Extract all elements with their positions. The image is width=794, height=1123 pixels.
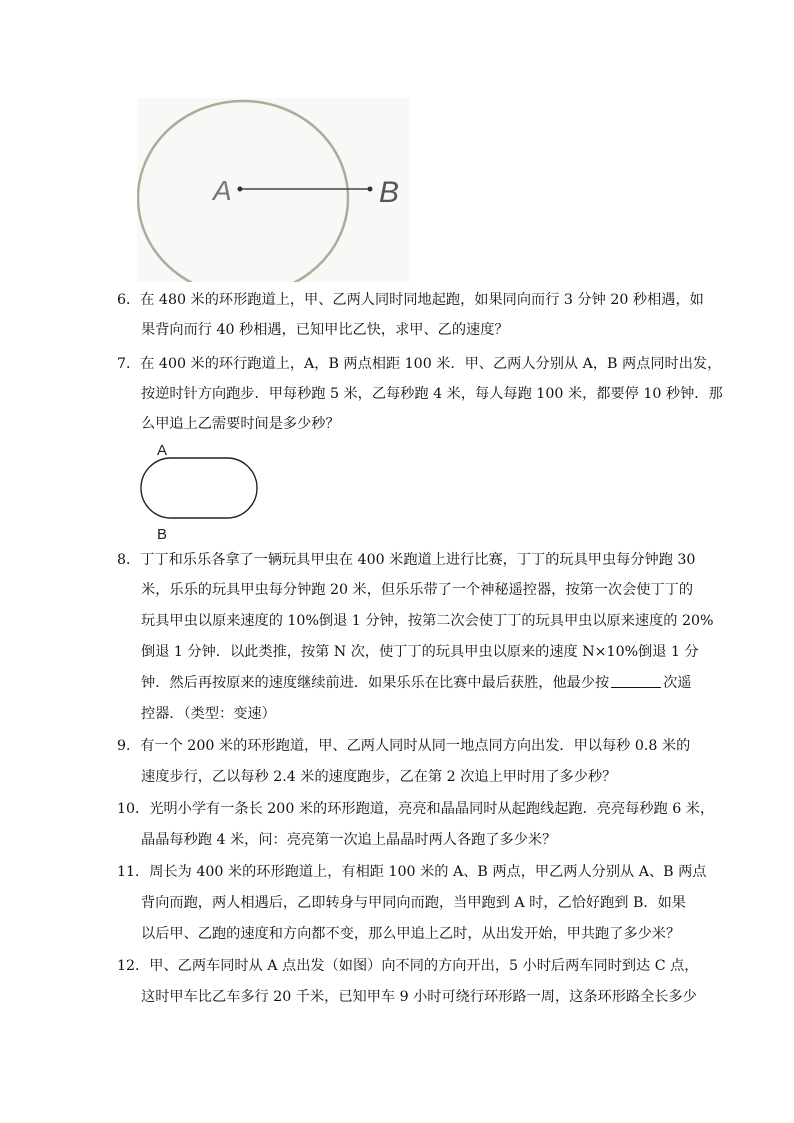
problem-number: 12． bbox=[117, 958, 150, 974]
label-b: B bbox=[157, 526, 168, 542]
problem-number: 7． bbox=[117, 356, 141, 372]
problem-text-line: 背向而跑，两人相遇后，乙即转身与甲同向而跑，当甲跑到 A 时，乙恰好跑到 B．如果 bbox=[141, 895, 686, 911]
problem-text-line: 周长为 400 米的环形跑道上，有相距 100 米的 A、B 两点，甲乙两人分别从 A、B 两点 bbox=[149, 864, 707, 880]
problem-text-line: 按逆时针方向跑步．甲每秒跑 5 米，乙每秒跑 4 米，每人每跑 100 米，都要停 10 秒钟．那 bbox=[141, 386, 723, 402]
problem-number: 11． bbox=[117, 864, 150, 880]
problem-text-line: 在 400 米的环行跑道上，A，B 两点相距 100 米．甲、乙两人分别从 A，B 两点同时出发， bbox=[140, 356, 722, 372]
circle-diagram bbox=[137, 98, 409, 282]
problem-text-line: 晶晶每秒跑 4 米，问：亮亮第一次追上晶晶时两人各跑了多少米？ bbox=[141, 832, 557, 848]
label-a: A bbox=[213, 175, 232, 206]
problem-number: 6． bbox=[117, 292, 141, 308]
problem-text-line: 钟．然后再按原来的速度继续前进．如果乐乐在比赛中最后获胜，他最少按 bbox=[141, 675, 610, 691]
oval-track-diagram bbox=[137, 442, 267, 542]
problem-text-line: 光明小学有一条长 200 米的环形跑道，亮亮和晶晶同时从起跑线起跑．亮亮每秒跑 6 米， bbox=[149, 801, 715, 817]
problem-text-line: 在 480 米的环形跑道上，甲、乙两人同时同地起跑，如果同向而行 3 分钟 20 秒相遇，如 bbox=[140, 292, 704, 308]
label-b: B bbox=[379, 176, 400, 209]
answer-blank bbox=[611, 673, 661, 688]
problem-text-line: 速度步行，乙以每秒 2.4 米的速度跑步，乙在第 2 次追上甲时用了多少秒？ bbox=[141, 769, 617, 785]
problem-text-line: 控器．（类型：变速） bbox=[141, 706, 276, 722]
label-a: A bbox=[157, 442, 168, 459]
point-a bbox=[238, 187, 243, 192]
problem-text-line: 甲、乙两车同时从 A 点出发（如图）向不同的方向开出，5 小时后两车同时到达 C 点， bbox=[149, 958, 699, 974]
figure-circle-ab bbox=[137, 98, 409, 282]
problem-text-line: 果背向而行 40 秒相遇，已知甲比乙快，求甲、乙的速度？ bbox=[141, 322, 509, 338]
point-b bbox=[368, 187, 373, 192]
problem-number: 10． bbox=[117, 801, 150, 817]
problem-number: 9． bbox=[117, 738, 141, 754]
problem-text-line: 玩具甲虫以原来速度的 10%倒退 1 分钟，按第二次会使丁丁的玩具甲虫以原来速度的 20% bbox=[141, 613, 714, 629]
problem-text-line: 丁丁和乐乐各拿了一辆玩具甲虫在 400 米跑道上进行比赛，丁丁的玩具甲虫每分钟跑 30 bbox=[140, 552, 696, 568]
problem-number: 8． bbox=[117, 552, 141, 568]
problem-text-suffix: 次遥 bbox=[663, 675, 692, 691]
problem-text-line: 这时甲车比乙车多行 20 千米，已知甲车 9 小时可绕行环形路一周，这条环形路全长多少 bbox=[141, 989, 697, 1005]
problem-text-line: 倒退 1 分钟．以此类推，按第 N 次，使丁丁的玩具甲虫以原来的速度 N×10%倒退 1 分 bbox=[141, 644, 699, 660]
problem-text-line: 以后甲、乙跑的速度和方向都不变，那么甲追上乙时，从出发开始，甲共跑了多少米？ bbox=[141, 926, 681, 942]
track-circle bbox=[138, 101, 348, 282]
problem-text-line: 米，乐乐的玩具甲虫每分钟跑 20 米，但乐乐带了一个神秘遥控器，按第一次会使丁丁的 bbox=[141, 582, 694, 598]
problem-text-line: 有一个 200 米的环形跑道，甲、乙两人同时从同一地点同方向出发．甲以每秒 0.8 米的 bbox=[140, 738, 691, 754]
figure-oval-track bbox=[137, 442, 267, 542]
problem-text-line: 么甲追上乙需要时间是多少秒？ bbox=[141, 416, 340, 432]
oval-track bbox=[141, 458, 257, 518]
